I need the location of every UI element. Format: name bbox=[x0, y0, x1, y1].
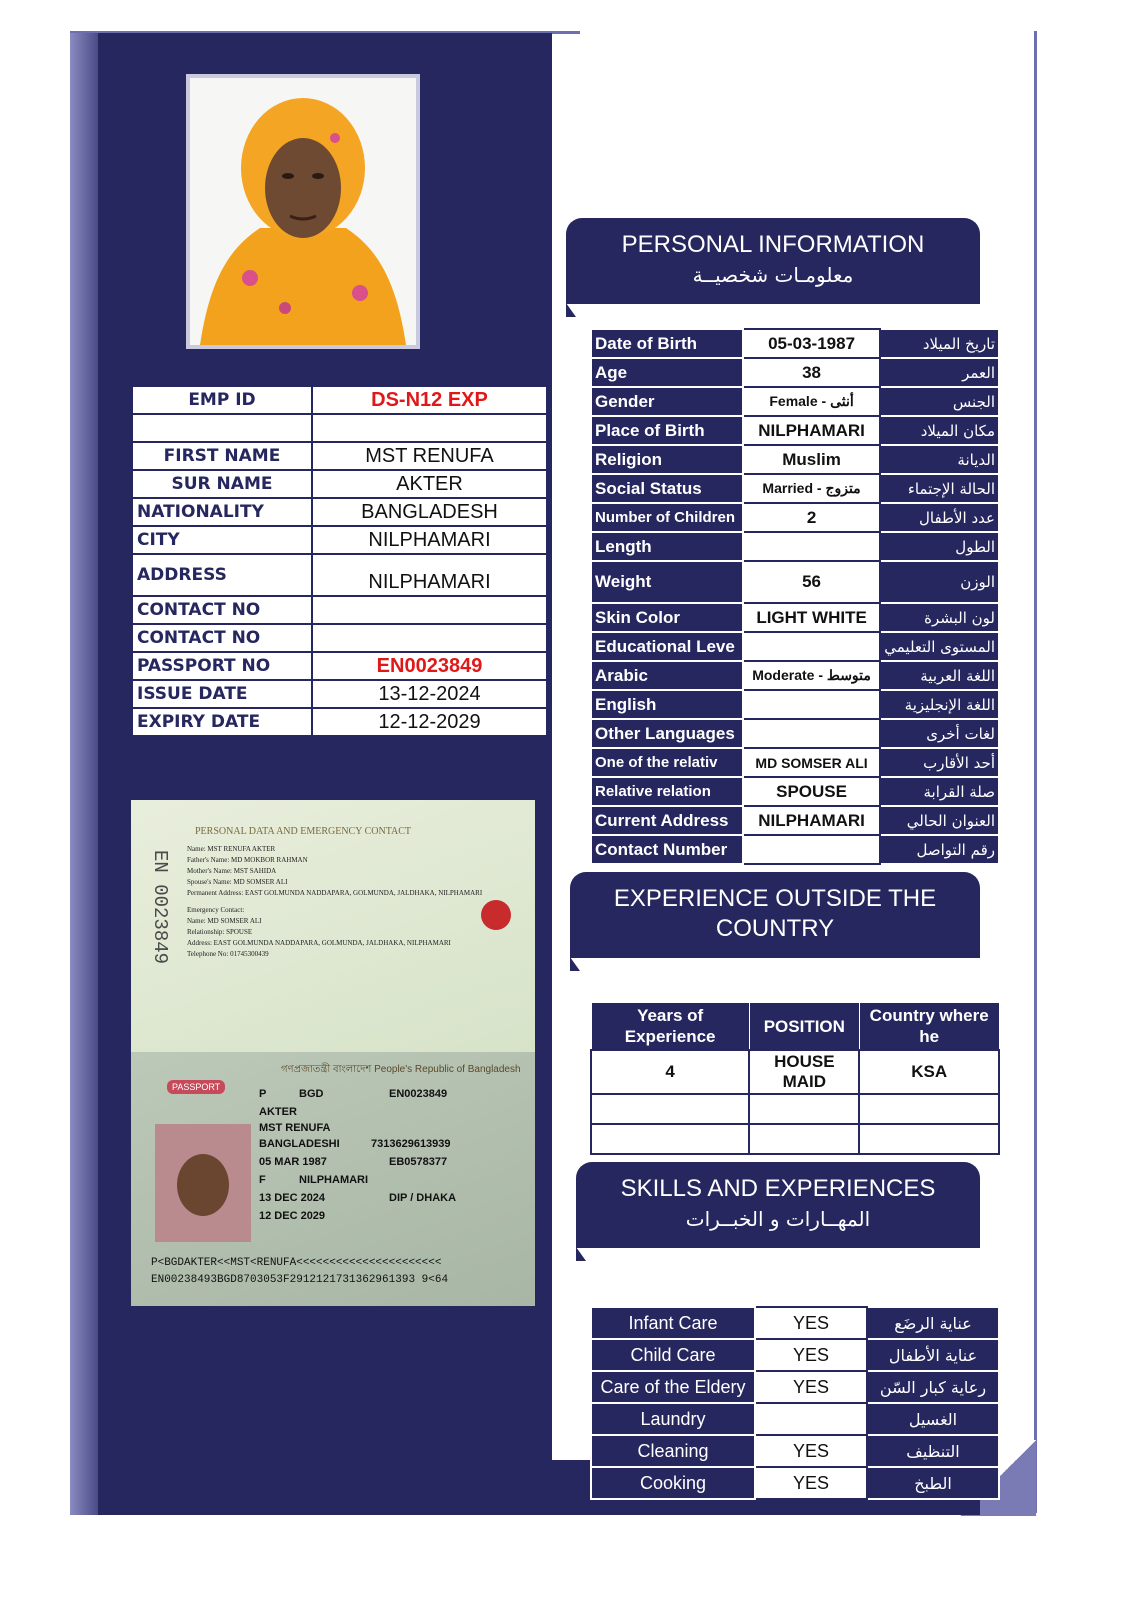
employee-field-label: CITY bbox=[132, 526, 312, 554]
employee-field-value: NILPHAMARI bbox=[312, 526, 547, 554]
passport-surname: AKTER bbox=[259, 1106, 297, 1118]
employee-row bbox=[132, 386, 547, 414]
personal-info-value: Female - أنثى bbox=[743, 387, 880, 416]
experience-column-header: Years of Experience bbox=[591, 1003, 749, 1051]
employee-field-value: DS-N12 EXP bbox=[312, 386, 547, 414]
employee-row bbox=[132, 680, 547, 708]
employee-field-label: EMP ID bbox=[132, 386, 312, 414]
personal-info-label: Relative relation bbox=[591, 777, 743, 806]
emblem-icon bbox=[481, 900, 511, 930]
personal-info-value: Moderate - متوسط bbox=[743, 661, 880, 690]
passport-scan bbox=[131, 800, 535, 1306]
passport-data-page bbox=[131, 1052, 535, 1306]
personal-info-value: 38 bbox=[743, 358, 880, 387]
skill-row bbox=[591, 1467, 999, 1499]
personal-info-row bbox=[591, 835, 999, 864]
passport-nationality: BANGLADESHI bbox=[259, 1138, 340, 1150]
skill-row bbox=[591, 1307, 999, 1339]
personal-info-row bbox=[591, 561, 999, 603]
skill-label-ar: الطبخ bbox=[867, 1467, 999, 1499]
personal-info-label: Length bbox=[591, 532, 743, 561]
passport-birth-place: NILPHAMARI bbox=[299, 1174, 369, 1186]
personal-info-label-ar: العنوان الحالي bbox=[880, 806, 999, 835]
personal-info-label: Educational Leve bbox=[591, 632, 743, 661]
personal-info-label-ar: لون البشرة bbox=[880, 603, 999, 632]
personal-info-label-ar: مكان الميلاد bbox=[880, 416, 999, 445]
skill-label: Cleaning bbox=[591, 1435, 755, 1467]
personal-info-row bbox=[591, 661, 999, 690]
passport-field bbox=[187, 844, 487, 855]
passport-field-value: MD SOMSER ALI bbox=[207, 917, 262, 925]
left-edge-accent bbox=[70, 33, 98, 1515]
personal-info-value: MD SOMSER ALI bbox=[743, 748, 880, 777]
skill-label-ar: عناية الأطفال bbox=[867, 1339, 999, 1371]
personal-info-label: Skin Color bbox=[591, 603, 743, 632]
personal-info-label-ar: رقم التواصل bbox=[880, 835, 999, 864]
experience-column-header: POSITION bbox=[749, 1003, 859, 1051]
personal-info-value bbox=[743, 719, 880, 748]
passport-emergency-field bbox=[187, 938, 487, 949]
personal-info-label-ar: صلة القرابة bbox=[880, 777, 999, 806]
personal-info-label-ar: الطول bbox=[880, 532, 999, 561]
personal-info-label-ar: اللغة العربية bbox=[880, 661, 999, 690]
personal-info-label: Weight bbox=[591, 561, 743, 603]
passport-header: গণপ্রজাতন্ত্রী বাংলাদেশ People's Republic of Bangladesh bbox=[281, 1064, 521, 1075]
skill-label: Infant Care bbox=[591, 1307, 755, 1339]
employee-field-label bbox=[132, 414, 312, 442]
personal-info-value bbox=[743, 690, 880, 719]
personal-info-row bbox=[591, 503, 999, 532]
skill-value: YES bbox=[755, 1307, 867, 1339]
experience-title-line1: EXPERIENCE OUTSIDE THE bbox=[613, 885, 937, 912]
employee-field-label: FIRST NAME bbox=[132, 442, 312, 470]
personal-info-value: SPOUSE bbox=[743, 777, 880, 806]
personal-info-label: Other Languages bbox=[591, 719, 743, 748]
employee-field-value bbox=[312, 624, 547, 652]
passport-mrz-line-2: EN00238493BGD8703053F2912121731362961393 9<64 bbox=[151, 1274, 449, 1286]
passport-field bbox=[187, 866, 487, 877]
experience-column-header: Country where he bbox=[859, 1003, 999, 1051]
personal-info-row bbox=[591, 777, 999, 806]
personal-info-row bbox=[591, 603, 999, 632]
passport-field-label: Mother's Name: bbox=[187, 867, 233, 875]
passport-field-value: MST RENUFA AKTER bbox=[207, 845, 276, 853]
passport-field-value: MD MOKBOR RAHMAN bbox=[231, 856, 308, 864]
personal-info-label: Social Status bbox=[591, 474, 743, 503]
skill-value: YES bbox=[755, 1467, 867, 1499]
experience-row bbox=[591, 1124, 999, 1154]
passport-field-value: SPOUSE bbox=[226, 928, 253, 936]
personal-info-row bbox=[591, 358, 999, 387]
passport-field-label: Name: bbox=[187, 917, 206, 925]
experience-cell: HOUSE MAID bbox=[749, 1050, 859, 1094]
personal-info-row bbox=[591, 474, 999, 503]
experience-cell bbox=[859, 1094, 999, 1124]
passport-prev-no: EB0578377 bbox=[389, 1156, 448, 1168]
skill-label: Laundry bbox=[591, 1403, 755, 1435]
personal-info-row bbox=[591, 445, 999, 474]
personal-info-row bbox=[591, 719, 999, 748]
passport-field-label: Name: bbox=[187, 845, 206, 853]
passport-field bbox=[187, 888, 487, 899]
skill-value: YES bbox=[755, 1435, 867, 1467]
skills-table bbox=[590, 1306, 1000, 1500]
personal-info-value: Muslim bbox=[743, 445, 880, 474]
employee-field-value: AKTER bbox=[312, 470, 547, 498]
employee-field-label: CONTACT NO bbox=[132, 624, 312, 652]
skill-row bbox=[591, 1371, 999, 1403]
employee-field-value: BANGLADESH bbox=[312, 498, 547, 526]
experience-cell bbox=[859, 1124, 999, 1154]
passport-holder-photo bbox=[155, 1124, 251, 1242]
employee-row bbox=[132, 414, 547, 442]
skill-value bbox=[755, 1403, 867, 1435]
employee-field-label: NATIONALITY bbox=[132, 498, 312, 526]
passport-personal-page bbox=[131, 800, 535, 1052]
passport-number: EN0023849 bbox=[389, 1088, 448, 1100]
passport-field bbox=[187, 877, 487, 888]
employee-row bbox=[132, 498, 547, 526]
experience-cell bbox=[749, 1124, 859, 1154]
skill-label: Cooking bbox=[591, 1467, 755, 1499]
skills-title: SKILLS AND EXPERIENCES bbox=[620, 1175, 936, 1202]
skill-value: YES bbox=[755, 1371, 867, 1403]
personal-info-label: Current Address bbox=[591, 806, 743, 835]
skills-header bbox=[576, 1162, 980, 1248]
employee-field-label: ADDRESS bbox=[132, 554, 312, 596]
experience-cell: 4 bbox=[591, 1050, 749, 1094]
passport-field-label: Permanent Address: bbox=[187, 889, 244, 897]
passport-badge: PASSPORT bbox=[167, 1080, 225, 1094]
personal-info-label: Religion bbox=[591, 445, 743, 474]
personal-info-label-ar: الوزن bbox=[880, 561, 999, 603]
employee-field-value: 13-12-2024 bbox=[312, 680, 547, 708]
personal-info-label: Date of Birth bbox=[591, 329, 743, 358]
personal-info-label-ar: لغات أخرى bbox=[880, 719, 999, 748]
personal-info-label: Age bbox=[591, 358, 743, 387]
skill-label-ar: الغسيل bbox=[867, 1403, 999, 1435]
personal-info-title-ar: معلومـات شخصيــة bbox=[692, 263, 854, 287]
personal-info-title: PERSONAL INFORMATION bbox=[621, 231, 925, 258]
passport-field-value: 01745300439 bbox=[230, 950, 269, 958]
personal-info-label-ar: المستوى التعليمي bbox=[880, 632, 999, 661]
passport-side-number: EN 0023849 bbox=[149, 850, 171, 965]
personal-info-row bbox=[591, 632, 999, 661]
personal-info-label-ar: اللغة الإنجليزية bbox=[880, 690, 999, 719]
employee-field-label: ISSUE DATE bbox=[132, 680, 312, 708]
personal-info-label: English bbox=[591, 690, 743, 719]
passport-field-label: Telephone No: bbox=[187, 950, 229, 958]
personal-info-row bbox=[591, 806, 999, 835]
passport-given-name: MST RENUFA bbox=[259, 1122, 331, 1134]
employee-field-value: MST RENUFA bbox=[312, 442, 547, 470]
skill-label-ar: عناية الرضَع bbox=[867, 1307, 999, 1339]
passport-page-title: PERSONAL DATA AND EMERGENCY CONTACT bbox=[195, 826, 412, 837]
employee-field-label: CONTACT NO bbox=[132, 596, 312, 624]
personal-info-label-ar: الجنس bbox=[880, 387, 999, 416]
personal-header-tail bbox=[566, 303, 576, 317]
employee-field-value bbox=[312, 596, 547, 624]
employee-row bbox=[132, 624, 547, 652]
employee-row bbox=[132, 652, 547, 680]
personal-info-row bbox=[591, 532, 999, 561]
skill-label: Care of the Eldery bbox=[591, 1371, 755, 1403]
personal-info-value: 56 bbox=[743, 561, 880, 603]
employee-field-label: SUR NAME bbox=[132, 470, 312, 498]
employee-row bbox=[132, 596, 547, 624]
personal-info-label: Arabic bbox=[591, 661, 743, 690]
employee-field-value: NILPHAMARI bbox=[312, 554, 547, 596]
personal-info-value bbox=[743, 835, 880, 864]
passport-field bbox=[187, 855, 487, 866]
employee-field-label: EXPIRY DATE bbox=[132, 708, 312, 736]
experience-cell bbox=[591, 1124, 749, 1154]
personal-info-label: Contact Number bbox=[591, 835, 743, 864]
experience-row bbox=[591, 1050, 999, 1094]
skills-header-tail bbox=[576, 1247, 586, 1261]
experience-header-row bbox=[591, 1003, 999, 1051]
passport-field-label: Father's Name: bbox=[187, 856, 230, 864]
skill-row bbox=[591, 1403, 999, 1435]
passport-field-label: Relationship: bbox=[187, 928, 225, 936]
experience-cell bbox=[591, 1094, 749, 1124]
passport-emergency-title: Emergency Contact: bbox=[187, 906, 245, 914]
experience-table bbox=[590, 1002, 1000, 1155]
personal-info-label-ar: تاريخ الميلاد bbox=[880, 329, 999, 358]
passport-emergency-field bbox=[187, 927, 487, 938]
passport-expiry-date: 12 DEC 2029 bbox=[259, 1210, 326, 1222]
passport-field-label: Address: bbox=[187, 939, 212, 947]
personal-info-header bbox=[566, 218, 980, 304]
passport-mrz-line-1: P<BGDAKTER<<MST<RENUFA<<<<<<<<<<<<<<<<<<<<<< bbox=[151, 1257, 442, 1269]
passport-field-value: EAST GOLMUNDA NADDAPARA, GOLMUNDA, JALDHAKA, NILPHAMARI bbox=[244, 889, 483, 897]
personal-info-value: 05-03-1987 bbox=[743, 329, 880, 358]
employee-info-table bbox=[131, 385, 548, 737]
passport-country-code: BGD bbox=[299, 1088, 324, 1100]
skill-row bbox=[591, 1435, 999, 1467]
personal-info-row bbox=[591, 387, 999, 416]
skills-title-ar: المهــارات و الخبــرات bbox=[685, 1207, 871, 1231]
experience-cell bbox=[749, 1094, 859, 1124]
personal-info-table bbox=[590, 328, 1000, 865]
experience-header bbox=[570, 872, 980, 958]
personal-info-value bbox=[743, 632, 880, 661]
personal-info-label-ar: عدد الأطفال bbox=[880, 503, 999, 532]
employee-field-value: EN0023849 bbox=[312, 652, 547, 680]
passport-emergency-field bbox=[187, 949, 487, 960]
passport-field-label: Spouse's Name: bbox=[187, 878, 232, 886]
personal-info-row bbox=[591, 748, 999, 777]
passport-type: P bbox=[259, 1088, 267, 1100]
skill-label-ar: التنظيف bbox=[867, 1435, 999, 1467]
passport-field-value: MD SOMSER ALI bbox=[233, 878, 288, 886]
personal-info-value: NILPHAMARI bbox=[743, 806, 880, 835]
employee-field-value: 12-12-2029 bbox=[312, 708, 547, 736]
personal-info-value: 2 bbox=[743, 503, 880, 532]
personal-info-label: Place of Birth bbox=[591, 416, 743, 445]
experience-title-line2: COUNTRY bbox=[715, 915, 835, 942]
profile-photo bbox=[186, 74, 420, 349]
employee-row bbox=[132, 708, 547, 736]
passport-personal-no: 7313629613939 bbox=[371, 1138, 451, 1150]
passport-authority: DIP / DHAKA bbox=[389, 1192, 457, 1204]
experience-row bbox=[591, 1094, 999, 1124]
passport-field-value: EAST GOLMUNDA NADDAPARA, GOLMUNDA, JALDHAKA, NILPHAMARI bbox=[213, 939, 451, 947]
personal-info-value: Married - متزوج bbox=[743, 474, 880, 503]
personal-info-label: One of the relativ bbox=[591, 748, 743, 777]
skill-value: YES bbox=[755, 1339, 867, 1371]
personal-info-label-ar: الحالة الإجتماء bbox=[880, 474, 999, 503]
personal-info-row bbox=[591, 690, 999, 719]
skill-label-ar: رعاية كبار السّن bbox=[867, 1371, 999, 1403]
personal-info-label: Number of Children bbox=[591, 503, 743, 532]
employee-field-label: PASSPORT NO bbox=[132, 652, 312, 680]
employee-row bbox=[132, 442, 547, 470]
personal-info-label-ar: العمر bbox=[880, 358, 999, 387]
experience-cell: KSA bbox=[859, 1050, 999, 1094]
employee-row bbox=[132, 554, 547, 596]
employee-row bbox=[132, 470, 547, 498]
passport-issue-date: 13 DEC 2024 bbox=[259, 1192, 326, 1204]
passport-emergency-field bbox=[187, 916, 487, 927]
skill-row bbox=[591, 1339, 999, 1371]
personal-info-value: LIGHT WHITE bbox=[743, 603, 880, 632]
personal-info-label-ar: أحد الأقارب bbox=[880, 748, 999, 777]
personal-info-row bbox=[591, 329, 999, 358]
personal-info-value: NILPHAMARI bbox=[743, 416, 880, 445]
personal-info-row bbox=[591, 416, 999, 445]
employee-field-value bbox=[312, 414, 547, 442]
passport-dob: 05 MAR 1987 bbox=[259, 1156, 327, 1168]
personal-info-label-ar: الديانة bbox=[880, 445, 999, 474]
personal-info-label: Gender bbox=[591, 387, 743, 416]
passport-sex: F bbox=[259, 1174, 266, 1186]
passport-field-value: MST SAHIDA bbox=[233, 867, 277, 875]
employee-row bbox=[132, 526, 547, 554]
right-rule bbox=[1034, 31, 1037, 1513]
personal-info-value bbox=[743, 532, 880, 561]
experience-header-tail bbox=[570, 957, 580, 971]
passport-fields bbox=[187, 844, 487, 960]
skill-label: Child Care bbox=[591, 1339, 755, 1371]
